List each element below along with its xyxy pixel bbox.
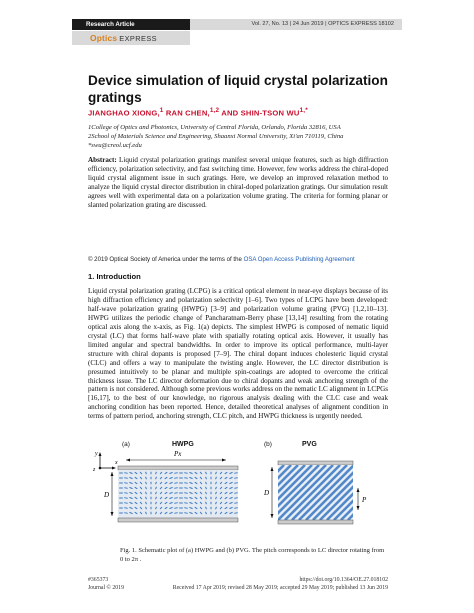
hwpg-schematic — [118, 466, 238, 522]
lc-director-mark — [184, 483, 187, 484]
lc-director-mark — [174, 473, 177, 474]
journal-header-bar — [72, 19, 402, 30]
journal-copyright: Journal © 2019 — [88, 584, 124, 591]
journal-logo: Optics EXPRESS — [90, 33, 157, 43]
thickness-marker-a — [103, 472, 114, 516]
lc-director-mark — [174, 493, 177, 494]
axis-z-label: z — [93, 467, 96, 473]
lc-director-mark — [184, 508, 187, 509]
pvg-stripe — [376, 465, 390, 520]
lc-director-mark — [234, 478, 237, 479]
doi-link[interactable]: https://doi.org/10.1364/OE.27.018102 — [299, 577, 388, 583]
lc-director-mark — [124, 483, 127, 484]
lc-director-mark — [234, 498, 237, 499]
citation: Vol. 27, No. 13 | 24 Jun 2019 | OPTICS EXPRESS 18102 — [190, 19, 402, 30]
affiliation-2: 2School of Materials Science and Engineering, Shaanxi Normal University, Xi'an 710119, China — [88, 133, 344, 140]
panel-b-title: PVG — [302, 441, 317, 448]
pvg-stripe — [369, 465, 390, 520]
thickness-label-b: D — [264, 489, 270, 497]
pvg-stripe — [355, 465, 390, 520]
lc-director-mark — [174, 488, 177, 489]
lc-director-mark — [174, 483, 177, 484]
copyright-text: © 2019 Optical Society of America under the terms of the — [88, 256, 242, 263]
abstract-text: Liquid crystal polarization gratings manifest several unique features, such as high diffraction efficiency, polarization selectivity, and fast switching time. However, few works address the chiral-doped liquid crystal alignment issue in such gratings. Here, we develop an improved relaxation method to analyze the liquid crystal director distribution in chiral-doped polarization gratings. Our simulation result agrees well with experimental data on a polarization volume grating. The criteria for forming planar or slanted polarization grating are discussed. — [88, 156, 388, 209]
lc-director-mark — [124, 488, 127, 489]
lc-director-mark — [184, 473, 187, 474]
lc-director-mark — [184, 503, 187, 504]
panel-b-label: (b) — [264, 441, 272, 448]
lc-director-mark — [184, 488, 187, 489]
lc-director-mark — [124, 498, 127, 499]
figure-1 — [90, 438, 390, 536]
footer-left — [88, 577, 124, 592]
thickness-marker-b — [263, 467, 274, 518]
copyright — [88, 256, 355, 263]
lc-director-mark — [234, 483, 237, 484]
lc-director-mark — [174, 478, 177, 479]
article-type: Research Article — [72, 19, 190, 30]
pvg-stripe — [383, 465, 390, 520]
lc-director-mark — [234, 493, 237, 494]
lc-director-mark — [124, 508, 127, 509]
panel-a-title: HWPG — [172, 441, 194, 448]
lc-director-mark — [124, 513, 127, 514]
lc-director-mark — [124, 493, 127, 494]
figure-svg — [90, 438, 390, 536]
license-link[interactable]: OSA Open Access Publishing Agreement — [243, 256, 355, 263]
lc-director-mark — [124, 503, 127, 504]
lc-director-mark — [184, 498, 187, 499]
lc-director-mark — [174, 503, 177, 504]
section-heading: 1. Introduction — [88, 272, 141, 281]
corresponding-email[interactable]: *swu@creol.ucf.edu — [88, 142, 142, 149]
lc-director-mark — [124, 473, 127, 474]
paper-title: Device simulation of liquid crystal polarization gratings — [88, 73, 388, 105]
lc-director-mark — [234, 508, 237, 509]
lc-director-mark — [174, 498, 177, 499]
axis-y-label: y — [95, 451, 98, 457]
lc-director-mark — [174, 513, 177, 514]
pitch-label: P — [362, 496, 367, 504]
figure-caption: Fig. 1. Schematic plot of (a) HWPG and (b) PVG. The pitch corresponds to LC director rotating from 0 to 2π . — [120, 547, 385, 563]
lc-director-mark — [234, 513, 237, 514]
lc-director-mark — [184, 493, 187, 494]
axis-x-label: x — [115, 460, 118, 466]
period-marker — [126, 450, 226, 462]
pitch-marker — [357, 488, 368, 510]
pvg-stripe — [348, 465, 390, 520]
thickness-label-a: D — [104, 491, 110, 499]
lc-director-mark — [124, 478, 127, 479]
lc-director-mark — [234, 488, 237, 489]
lc-director-mark — [234, 473, 237, 474]
author-list: JIANGHAO XIONG,$^1$ RAN CHEN,$^{1,2}$ AND SHIN-TSON $WU^{1,*}$ — [88, 107, 308, 118]
abstract-label: Abstract: — [88, 156, 117, 164]
body-text: Liquid crystal polarization grating (LCPG) is a critical optical element in near-eye displays because of its high diffraction efficiency and polarization selectivity [1–6]. Two types of LCPG have been developed: half-wave polarization grating (HWPG) [3–9] and polarization volume grating (PVG) [1,2,10–13]. HWPG utilizes the periodic change of Pancharatnam-Berry phase [13,14] resulting from the rotating optical axis along the x-axis, as Fig. 1(a) depicts. The simplest HWPG is composed of nematic liquid crystal (LC) that forms half-wave plate with spatially rotating optical axis. However, it usually has limited angular and spectral bandwidths. In order to improve its optical performance, multi-layer structure with chiral dopants is proposed [7–9]. The chiral dopant induces cholesteric liquid crystal (CLC) and offers a way to manipulate the twisting angle. However, the LC director distribution is presumed intuitively to be planar and multiple spin-coatings are adopted to overcome the critical thickness issue. The LC director deformation due to chiral dopants and weak anchoring strength of the pattern is not considered. Although some previous works address on the nematic LC alignment in LCPGs [16,17], to the best of our knowledge, no rigorous analysis dealing with the CLC case and weak anchoring condition has been reported. Hence, detailed theoretical analyses of alignment condition in terms of pattern period, anchoring strength, CLC pitch, and HWPG thickness is urgently needed. — [88, 287, 388, 421]
manuscript-id: #365373 — [88, 577, 109, 583]
axes-icon — [92, 451, 118, 473]
pvg-stripe — [362, 465, 390, 520]
period-label: Px — [174, 450, 182, 458]
lc-director-mark — [184, 513, 187, 514]
affiliation-1: 1College of Optics and Photonics, University of Central Florida, Orlando, Florida 32816, USA — [88, 124, 341, 131]
panel-a-label: (a) — [122, 441, 130, 448]
lc-director-mark — [234, 503, 237, 504]
lc-director-mark — [184, 478, 187, 479]
abstract — [88, 156, 388, 209]
footer-right — [170, 577, 388, 592]
lc-director-mark — [174, 508, 177, 509]
publication-dates: Received 17 Apr 2019; revised 28 May 2019; accepted 29 May 2019; published 13 Jun 2019 — [172, 584, 388, 591]
